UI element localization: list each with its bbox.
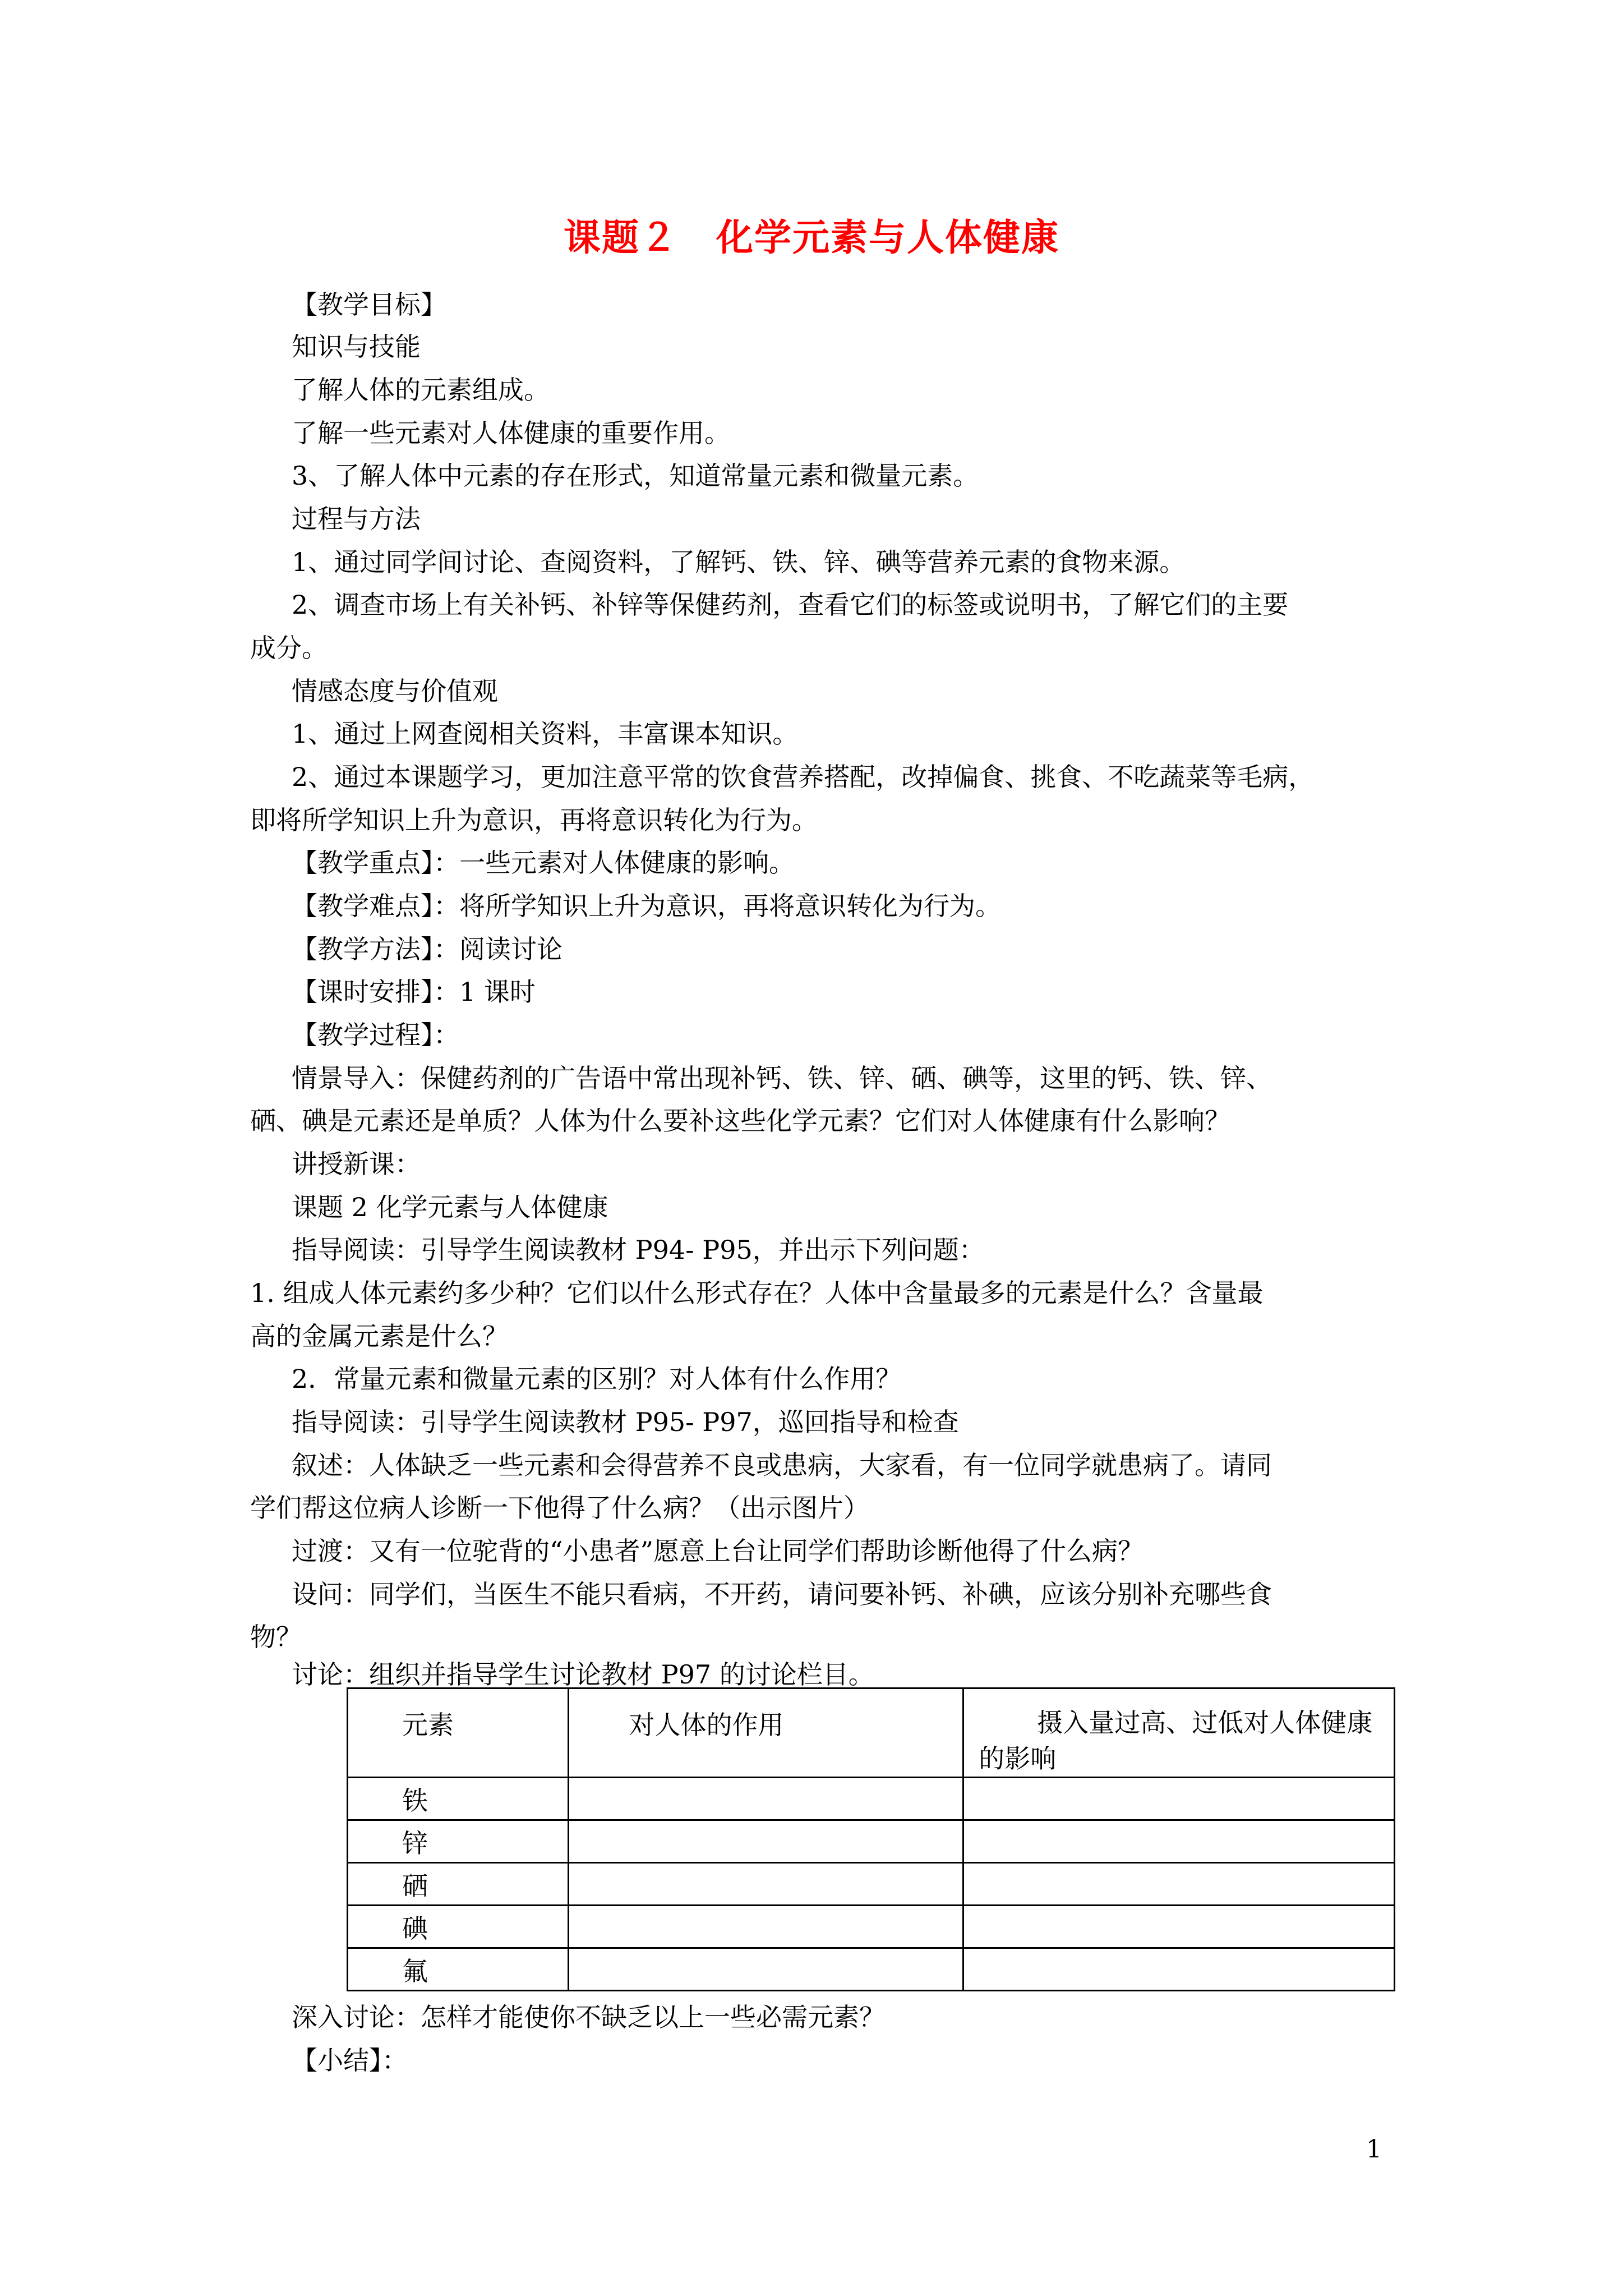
table-row xyxy=(348,1906,1395,1948)
paragraph-line: 1、通过同学间讨论、查阅资料，了解钙、铁、锌、碘等营养元素的食物来源。 xyxy=(292,547,1186,577)
paragraph-line: 物？ xyxy=(250,1622,302,1652)
paragraph-line: 深入讨论：怎样才能使你不缺乏以上一些必需元素？ xyxy=(292,2002,885,2032)
element-table xyxy=(347,1687,1395,1991)
table-cell xyxy=(963,1948,1395,1991)
section-heading-process: 【教学过程】： xyxy=(292,1020,459,1050)
table-cell: 氟 xyxy=(348,1948,569,1991)
table-cell xyxy=(963,1820,1395,1863)
table-cell xyxy=(569,1863,963,1906)
paragraph-line: 了解人体的元素组成。 xyxy=(292,375,550,405)
paragraph-line: 情景导入：保健药剂的广告语中常出现补钙、铁、锌、硒、碘等，这里的钙、铁、锌、 xyxy=(292,1063,1272,1093)
table-row xyxy=(348,1778,1395,1820)
paragraph-line: 设问：同学们，当医生不能只看病，不开药，请问要补钙、补碘，应该分别补充哪些食 xyxy=(292,1579,1272,1609)
table-cell: 铁 xyxy=(348,1778,569,1820)
table-cell xyxy=(963,1906,1395,1948)
section-heading-summary: 【小结】： xyxy=(292,2045,408,2076)
paragraph-line: 2、通过本课题学习，更加注意平常的饮食营养搭配，改掉偏食、挑食、不吃蔬菜等毛病， xyxy=(292,762,1315,792)
paragraph-line: 成分。 xyxy=(250,633,328,663)
table-cell xyxy=(569,1948,963,1991)
subheading-process-method: 过程与方法 xyxy=(292,504,421,534)
table-header-cell: 摄入量过高、过低对人体健康 的影响 xyxy=(963,1688,1395,1778)
paragraph-line: 讲授新课： xyxy=(292,1149,421,1179)
paragraph-line: 1、通过上网查阅相关资料，丰富课本知识。 xyxy=(292,719,799,749)
question-line: 高的金属元素是什么？ xyxy=(250,1321,508,1351)
paragraph-line: 硒、碘是元素还是单质？人体为什么要补这些化学元素？它们对人体健康有什么影响？ xyxy=(250,1106,1230,1136)
paragraph-line: 指导阅读：引导学生阅读教材 P95- P97，巡回指导和检查 xyxy=(292,1407,959,1437)
table-cell xyxy=(963,1863,1395,1906)
paragraph-line: 即将所学知识上升为意识，再将意识转化为行为。 xyxy=(250,805,818,835)
page-number: 1 xyxy=(1366,2135,1382,2164)
table-header-row xyxy=(348,1688,1395,1778)
table-row xyxy=(348,1863,1395,1906)
table-cell: 碘 xyxy=(348,1906,569,1948)
table-cell xyxy=(569,1778,963,1820)
paragraph-line: 叙述：人体缺乏一些元素和会得营养不良或患病，大家看，有一位同学就患病了。请同 xyxy=(292,1450,1272,1480)
table-cell xyxy=(963,1778,1395,1820)
paragraph-line: 2、调查市场上有关补钙、补锌等保健药剂，查看它们的标签或说明书，了解它们的主要 xyxy=(292,590,1289,620)
table-cell xyxy=(569,1820,963,1863)
question-line: 1. 组成人体元素约多少种？它们以什么形式存在？人体中含量最多的元素是什么？含量最 xyxy=(250,1278,1264,1308)
key-points-line: 【教学重点】：一些元素对人体健康的影响。 xyxy=(292,848,795,878)
page-title: 课题２ 化学元素与人体健康 xyxy=(564,215,1059,259)
table-cell: 锌 xyxy=(348,1820,569,1863)
paragraph-line: 3、了解人体中元素的存在形式，知道常量元素和微量元素。 xyxy=(292,461,979,491)
table-row xyxy=(348,1948,1395,1991)
paragraph-line: 课题 2 化学元素与人体健康 xyxy=(292,1192,608,1222)
paragraph-line: 讨论：组织并指导学生讨论教材 P97 的讨论栏目。 xyxy=(292,1659,874,1690)
table-row xyxy=(348,1820,1395,1863)
difficulties-line: 【教学难点】：将所学知识上升为意识，再将意识转化为行为。 xyxy=(292,891,1001,921)
method-line: 【教学方法】：阅读讨论 xyxy=(292,934,562,964)
table-cell xyxy=(569,1906,963,1948)
table-cell: 硒 xyxy=(348,1863,569,1906)
subheading-knowledge-skills: 知识与技能 xyxy=(292,332,421,362)
paragraph-line: 指导阅读：引导学生阅读教材 P94- P95，并出示下列问题： xyxy=(292,1235,985,1265)
paragraph-line: 过渡：又有一位驼背的“小患者”愿意上台让同学们帮助诊断他得了什么病？ xyxy=(292,1536,1144,1566)
schedule-line: 【课时安排】：1 课时 xyxy=(292,977,536,1007)
paragraph-line: 了解一些元素对人体健康的重要作用。 xyxy=(292,418,730,448)
section-heading-objectives: 【教学目标】 xyxy=(292,289,446,320)
table-header-cell: 对人体的作用 xyxy=(569,1688,963,1778)
subheading-emotion-values: 情感态度与价值观 xyxy=(292,676,498,706)
question-line: 2．常量元素和微量元素的区别？对人体有什么作用？ xyxy=(292,1364,902,1394)
paragraph-line: 学们帮这位病人诊断一下他得了什么病？（出示图片） xyxy=(250,1493,869,1523)
table-header-cell: 元素 xyxy=(348,1688,569,1778)
